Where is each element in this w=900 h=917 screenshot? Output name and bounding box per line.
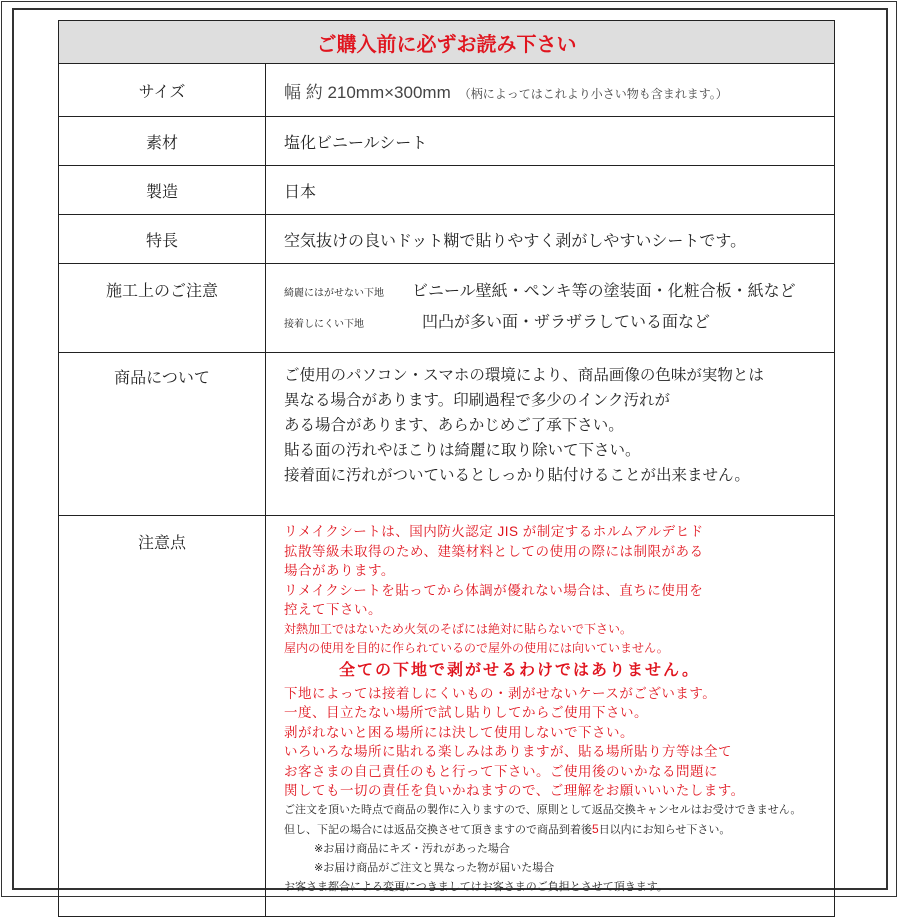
row-label: 商品について — [59, 353, 266, 516]
caution-item: 綺麗にはがせない下地 ビニール壁紙・ペンキ等の塗装面・化粧合板・紙など — [284, 283, 796, 300]
table-title: ご購入前に必ずお読み下さい — [59, 21, 835, 64]
table-row-notes: 注意点 リメイクシートは、国内防火認定 JIS が制定するホルムアルデヒド 拡散等級未取得のため、建築材料としての使用の際には制限がある 場合があります。 リメイクシートを貼ってから体調が優れない場合は、直ちに使用を 控えて下さい。 対熱加工ではないため火気のそばには絶対に貼らないで下さい。 屋内の使用を目的に作られているので屋外の使用には向いていません。 全ての下地で剥がせるわけではありません。 下地によっては接着しにくいもの・剥がせないケースがございます。 一度、目立たない場所で試し貼りしてからご使用下さい。 剥がれないと困る場所には決して使用しないで下さい。 いろいろな場所に貼れる楽しみはありますが、貼る場所貼り方等は全て お客さまの自己責任のもと行って下さい。ご使用後のいかなる問題に 関しても一切の責任を負いかねますので、ご理解をお願いいいたします。 ご注文を頂いた時点で商品の製作に入りますので、原則として返品交換キャンセルはお受けできません。 但し、下記の場合には返品交換させて頂きますので商品到着後5日以内にお知らせ下さい。 ※お届け商品にキズ・汚れがあった場合 ※お届け商品がご注文と異なった物が届いた場合 お客さま都合による変更につきましてはお客さまのご負担とさせて頂きます。 — [59, 516, 835, 917]
row-label: 素材 — [59, 117, 266, 166]
table-row-caution — [59, 264, 835, 353]
row-label: 特長 — [59, 215, 266, 264]
size-note: （柄によってはこれより小さい物も含まれます。） — [458, 86, 728, 101]
table-row-origin — [59, 166, 835, 215]
product-info-table — [58, 20, 835, 917]
row-label: 製造 — [59, 166, 266, 215]
table-row-size — [59, 64, 835, 117]
table-row-product: 商品について ご使用のパソコン・スマホの環境により、商品画像の色味が実物とは 異なる場合があります。印刷過程で多少のインク汚れが ある場合があります、あらかじめご了承下さい。 貼る面の汚れやほこりは綺麗に取り除いて下さい。 接着面に汚れがついているとしっかり貼付けることが出来ません。 — [59, 353, 835, 516]
size-value: 幅 約 210mm×300mm — [284, 82, 451, 102]
warning-bold: 全ての下地で剥がせるわけではありません。 — [339, 661, 700, 679]
row-label: サイズ — [59, 64, 266, 117]
caution-item: 接着しにくい下地 凹凸が多い面・ザラザラしている面など — [284, 314, 711, 331]
row-value: 日本 — [266, 166, 835, 215]
table-row-material — [59, 117, 835, 166]
row-value: 空気抜けの良いドット糊で貼りやすく剥がしやすいシートです。 — [266, 215, 835, 264]
row-value: 塩化ビニールシート — [266, 117, 835, 166]
table-row-feature — [59, 215, 835, 264]
row-label: 注意点 — [59, 516, 266, 917]
row-label: 施工上のご注意 — [59, 264, 266, 353]
